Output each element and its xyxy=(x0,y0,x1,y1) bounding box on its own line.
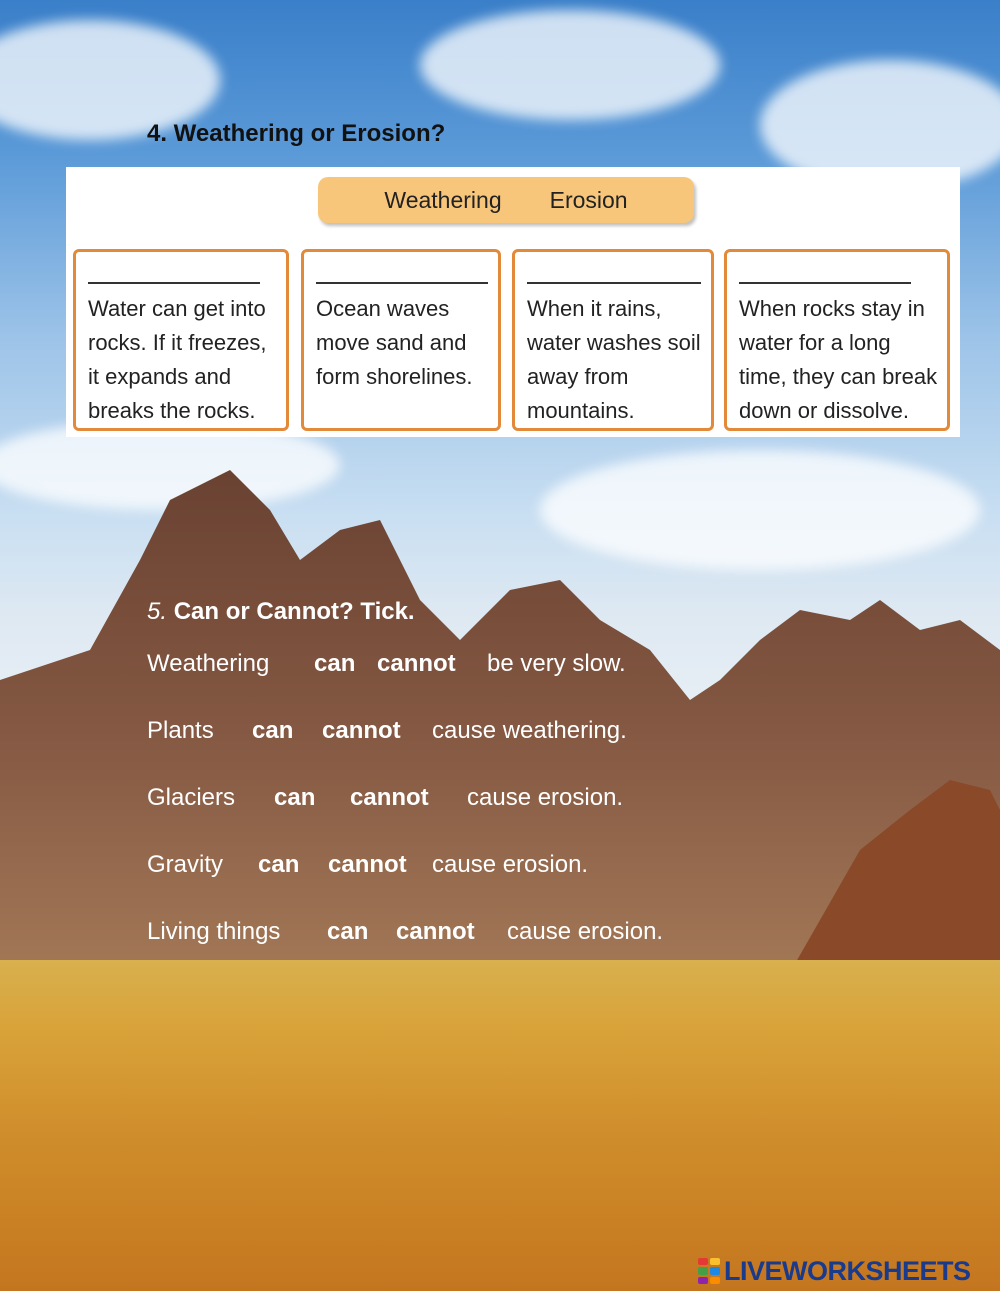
statement-rest: cause erosion. xyxy=(467,784,624,811)
option-cannot[interactable]: cannot xyxy=(322,717,401,744)
card-4 xyxy=(724,249,950,431)
option-can[interactable]: can xyxy=(252,717,294,744)
statement-subject: Living things xyxy=(147,918,281,945)
card-text: When it rains, water washes soil away from mountains. xyxy=(527,296,701,423)
option-cannot[interactable]: cannot xyxy=(396,918,475,945)
question-5-title xyxy=(147,598,415,626)
option-cannot[interactable]: cannot xyxy=(350,784,429,811)
liveworksheets-logo xyxy=(698,1257,971,1285)
option-cannot[interactable]: cannot xyxy=(377,650,456,677)
statement-subject: Weathering xyxy=(147,650,270,677)
statement-rest: cause erosion. xyxy=(432,851,589,878)
card-1 xyxy=(73,249,289,431)
option-cannot[interactable]: cannot xyxy=(328,851,407,878)
question-5-text: Can or Cannot? Tick. xyxy=(173,598,415,625)
question-5-number: 5. xyxy=(147,598,168,625)
question-4-title: 4. Weathering or Erosion? xyxy=(147,120,446,147)
card-3 xyxy=(512,249,714,431)
card-2 xyxy=(301,249,501,431)
statement-subject: Plants xyxy=(147,717,214,744)
word-bank xyxy=(318,177,694,223)
cloud xyxy=(420,10,720,120)
statement-rest: be very slow. xyxy=(487,650,626,677)
option-can[interactable]: can xyxy=(327,918,369,945)
answer-blank[interactable] xyxy=(739,282,911,284)
option-can[interactable]: can xyxy=(258,851,300,878)
word-bank-item[interactable]: Weathering xyxy=(384,186,502,213)
card-text: Water can get into rocks. If it freezes, it expands and breaks the rocks. xyxy=(88,296,267,423)
answer-blank[interactable] xyxy=(316,282,488,284)
card-text: Ocean waves move sand and form shorelines. xyxy=(316,296,473,389)
desert-ground xyxy=(0,960,1000,1291)
answer-blank[interactable] xyxy=(527,282,701,284)
statement-subject: Gravity xyxy=(147,851,224,878)
logo-text: LIVEWORKSHEETS xyxy=(724,1255,971,1286)
option-can[interactable]: can xyxy=(274,784,316,811)
liveworksheets-logo-icon xyxy=(698,1258,720,1284)
statement-rest: cause erosion. xyxy=(507,918,664,945)
card-text: When rocks stay in water for a long time, they can break down or dissolve. xyxy=(739,296,938,423)
option-can[interactable]: can xyxy=(314,650,356,677)
answer-blank[interactable] xyxy=(88,282,260,284)
statement-subject: Glaciers xyxy=(147,784,236,811)
question-4-panel xyxy=(66,167,960,437)
word-bank-item[interactable]: Erosion xyxy=(549,186,628,213)
statement-rest: cause weathering. xyxy=(432,717,627,744)
